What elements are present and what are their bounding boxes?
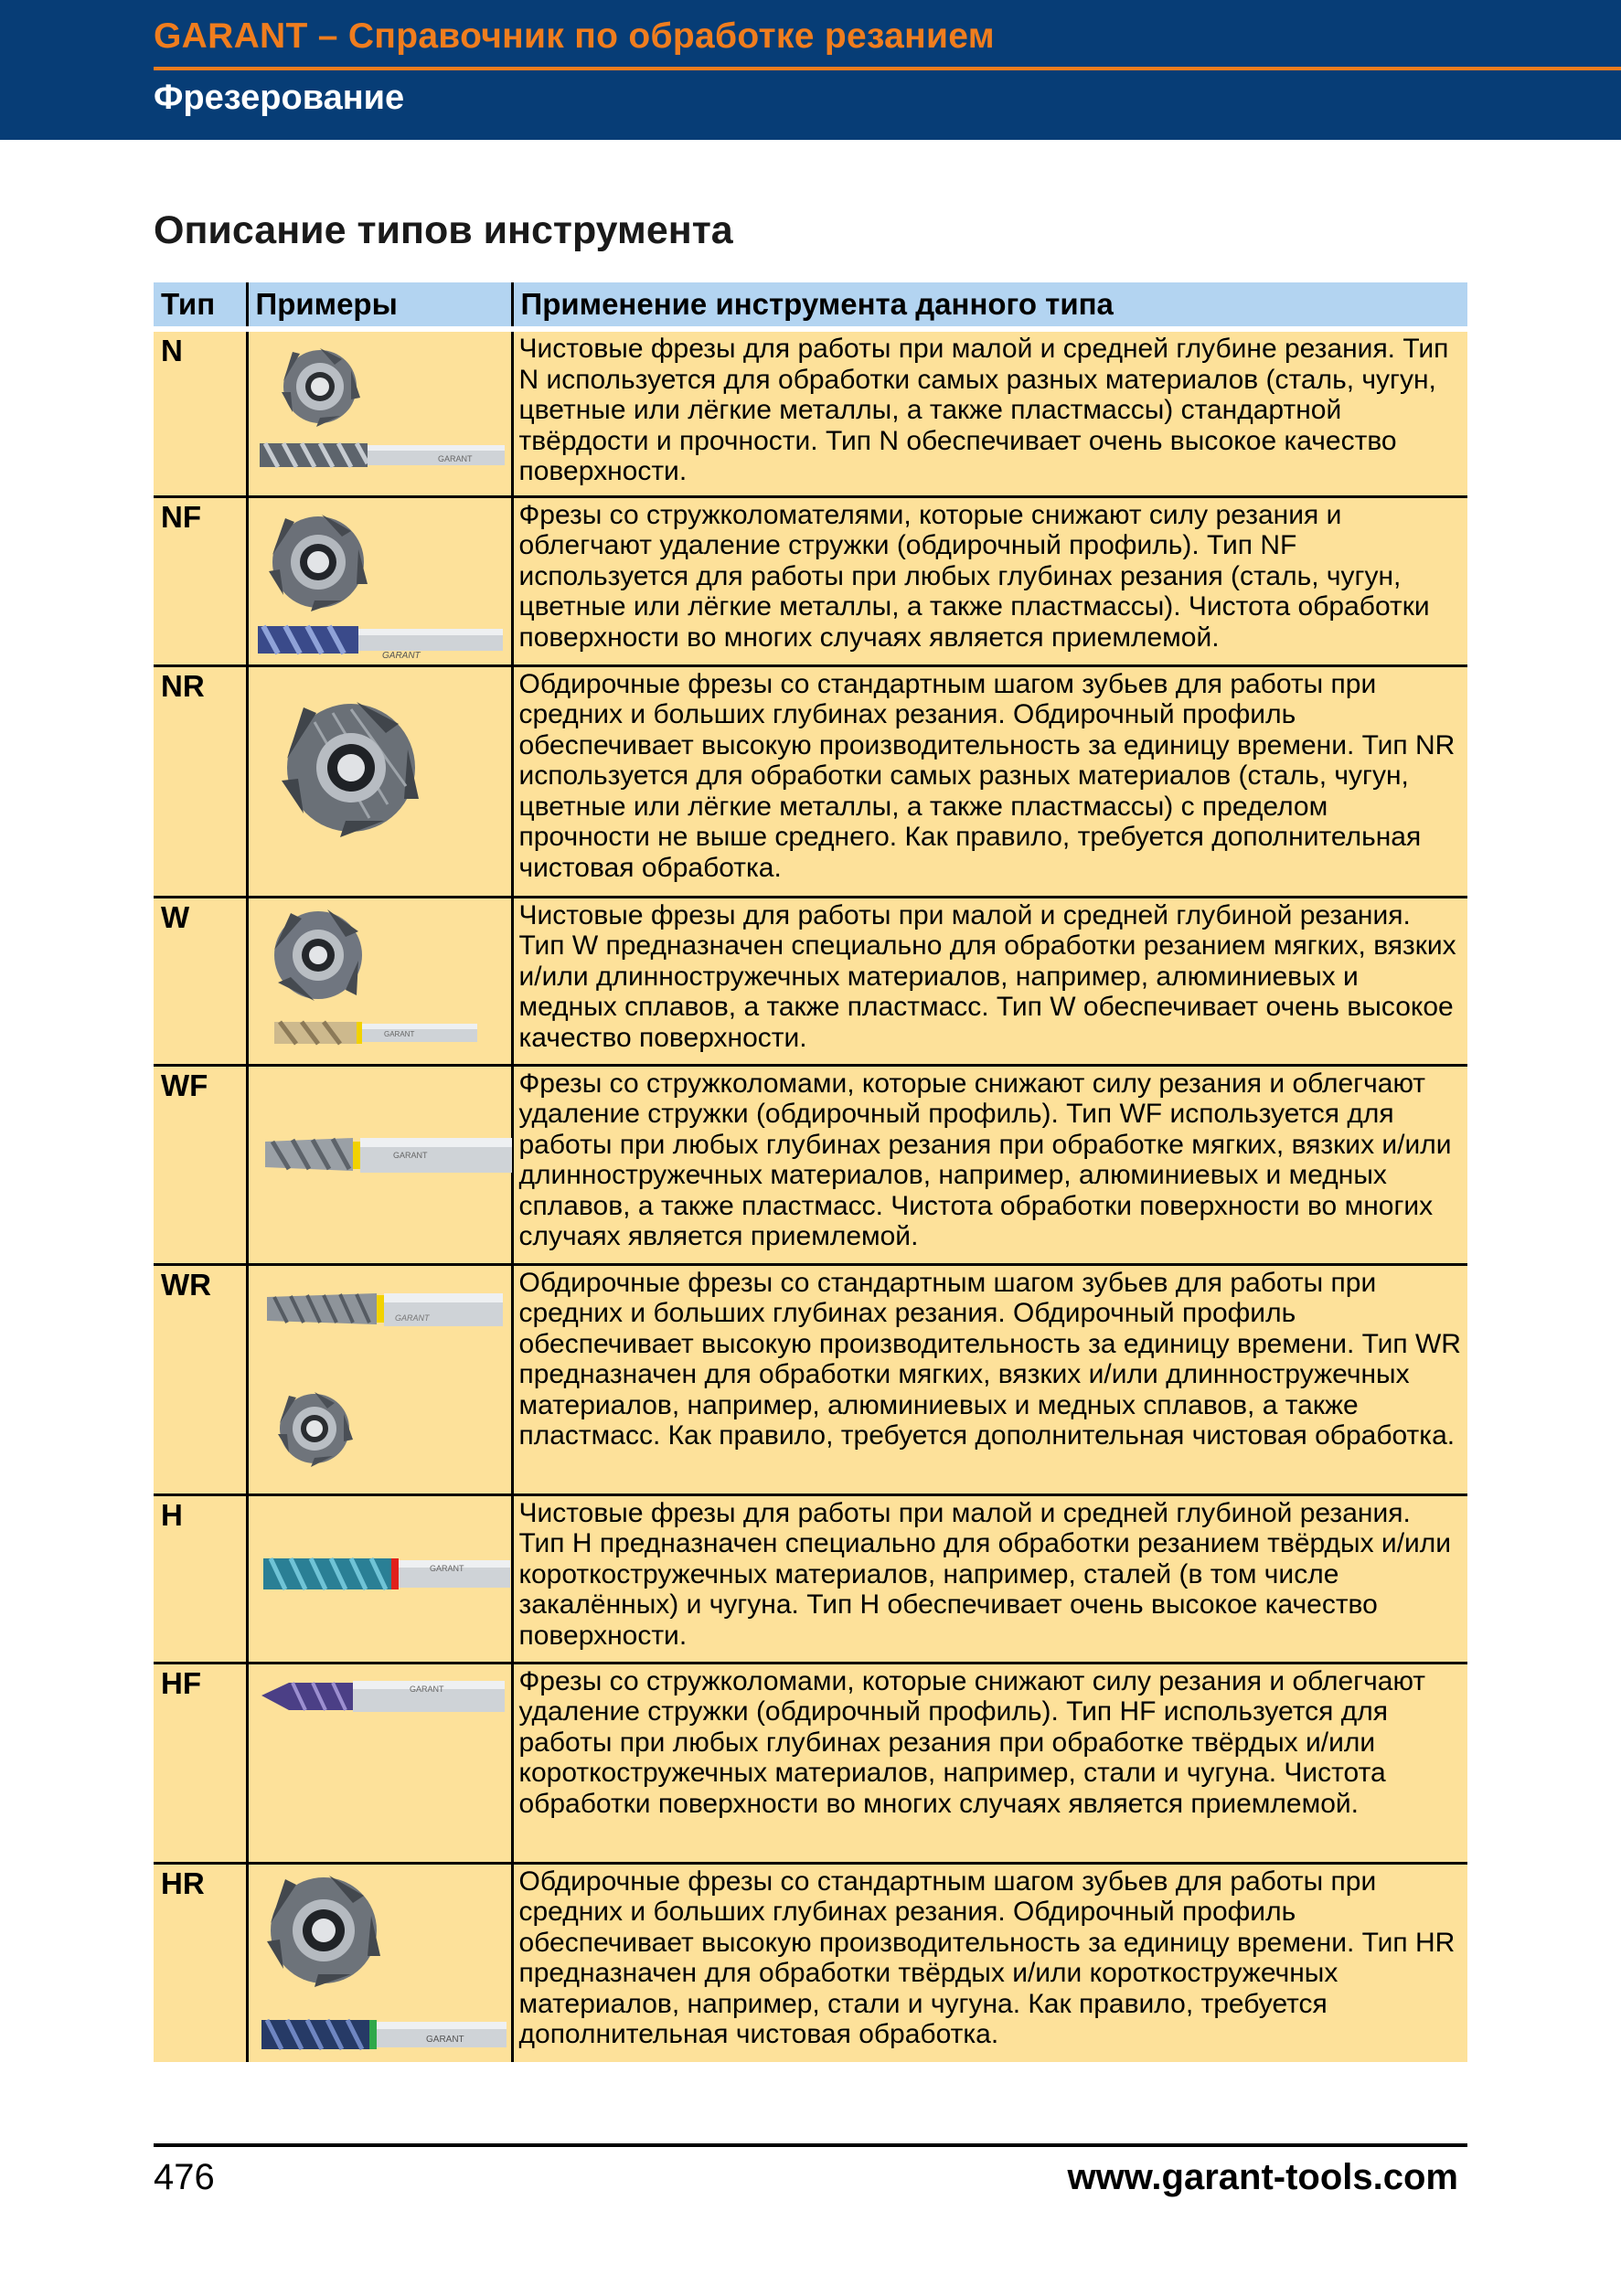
page-number: 476: [154, 2157, 215, 2197]
column-header-application: Применение инструмента данного типа: [512, 282, 1467, 329]
application-text: Фрезы со стружколомами, которые снижают силу резания и облегчают удаление стружки (обдирочный профиль). Тип HF используется для работы при любых глубинах резания при обработке твёрдых и/или короткостружечных материалов, например, стали и чугуна. Чистота обработки поверхности во многих случаях является приемлемой.: [512, 1663, 1467, 1863]
end-mill-image: [261, 1681, 505, 1712]
end-mill-image: [274, 1022, 477, 1044]
section-title: Фрезерование: [154, 79, 405, 117]
roughing-shell-cutter-image: [282, 702, 419, 837]
end-mill-image: [260, 443, 505, 467]
type-code: W: [154, 897, 247, 1065]
examples-cell: [247, 329, 512, 496]
helical-shell-cutter-image: [278, 1392, 353, 1467]
type-code: HF: [154, 1663, 247, 1863]
shank-label: GARANT: [381, 650, 421, 661]
application-text: Чистовые фрезы для работы при малой и средней глубиной резания. Тип H предназначен специально для обработки резанием твёрдых и/или короткостружечных материалов, например, сталей (в том числе закалённых) и чугуна. Тип H обеспечивает очень высокое качество поверхности.: [512, 1494, 1467, 1663]
examples-cell: [247, 665, 512, 897]
shank-label: GARANT: [425, 2034, 464, 2045]
table-row: [154, 329, 1467, 496]
table-row: [154, 1863, 1467, 2062]
table-header-row: [154, 282, 1467, 329]
examples-cell: [247, 1863, 512, 2062]
type-code: HR: [154, 1863, 247, 2062]
end-mill-image: [258, 626, 503, 661]
column-header-type: Тип: [154, 282, 247, 329]
table-row: [154, 897, 1467, 1065]
shank-label: GARANT: [394, 1313, 430, 1323]
type-code: NR: [154, 665, 247, 897]
application-text: Фрезы со стружколомателями, которые снижают силу резания и облегчают удаление стружки (обдирочный профиль). Тип NF используется для работы при любых глубинах резания (сталь, чугун, цветные или лёгкие металлы, а также пластмассы). Чистота обработки поверхности во многих случаях является приемлемой.: [512, 496, 1467, 665]
table-row: [154, 496, 1467, 665]
type-code: WR: [154, 1264, 247, 1494]
shell-cutter-image: [274, 909, 362, 1001]
tool-types-table: [154, 282, 1467, 2062]
examples-cell: [247, 1494, 512, 1663]
examples-cell: [247, 897, 512, 1065]
application-text: Обдирочные фрезы со стандартным шагом зубьев для работы при средних и больших глубинах резания. Обдирочный профиль обеспечивает высокую производительность за единицу времени. Тип WR предназначен для обработки мягких, вязких и/или длинностружечных материалов, например, алюминиевых и медных сплавов, а также пластмасс. Как правило, требуется дополнительная чистовая обработка.: [512, 1264, 1467, 1494]
shell-cutter-image: [267, 1876, 380, 1987]
examples-cell: [247, 1663, 512, 1863]
shank-label: GARANT: [392, 1150, 428, 1160]
examples-cell: [247, 1065, 512, 1264]
table-row: [154, 1264, 1467, 1494]
end-mill-image: [267, 1293, 503, 1326]
examples-cell: [247, 1264, 512, 1494]
application-text: Фрезы со стружколомами, которые снижают силу резания и облегчают удаление стружки (обдирочный профиль). Тип WF используется для работы при любых глубинах резания при обработке мягких, вязких и/или длинностружечных материалов, например, алюминиевых и медных сплавов, а также пластмасс. Чистота обработки поверхности во многих случаях является приемлемой.: [512, 1065, 1467, 1264]
table-row: [154, 1663, 1467, 1863]
application-text: Чистовые фрезы для работы при малой и средней глубине резания. Тип N используется для обработки самых разных материалов (сталь, чугун, цветные или лёгкие металлы, а также пластмассы) стандартной твёрдости и прочности. Тип N обеспечивает очень высокое качество поверхности.: [512, 329, 1467, 496]
helical-shell-cutter-image: [282, 348, 360, 427]
type-code: WF: [154, 1065, 247, 1264]
footer-divider: [154, 2143, 1467, 2147]
type-code: N: [154, 329, 247, 496]
type-code: H: [154, 1494, 247, 1663]
table-row: [154, 1065, 1467, 1264]
shank-label: GARANT: [437, 454, 473, 463]
end-mill-image: [261, 2020, 507, 2049]
application-text: Обдирочные фрезы со стандартным шагом зубьев для работы при средних и больших глубинах резания. Обдирочный профиль обеспечивает высокую производительность за единицу времени. Тип NR используется для обработки самых разных материалов (сталь, чугун, цветные или лёгкие металлы, а также пластмассы) с пределом прочности не выше среднего. Как правило, требуется дополнительная чистовая обработка.: [512, 665, 1467, 897]
brand-title: GARANT – Справочник по обработке резанием: [154, 16, 995, 56]
header-divider: [154, 67, 1621, 70]
shank-label: GARANT: [429, 1563, 464, 1573]
type-code: NF: [154, 496, 247, 665]
website-url: www.garant-tools.com: [1067, 2157, 1458, 2197]
table-row: [154, 1494, 1467, 1663]
application-text: Обдирочные фрезы со стандартным шагом зубьев для работы при средних и больших глубинах резания. Обдирочный профиль обеспечивает высокую производительность за единицу времени. Тип HR предназначен для обработки твёрдых и/или короткостружечных материалов, например, стали и чугуна. Как правило, требуется дополнительная чистовая обработка.: [512, 1863, 1467, 2062]
application-text: Чистовые фрезы для работы при малой и средней глубиной резания. Тип W предназначен специально для обработки резанием мягких, вязких и/или длинностружечных материалов, например, алюминиевых и медных сплавов, а также пластмасс. Тип W обеспечивает очень высокое качество поверхности.: [512, 897, 1467, 1065]
header-band: [0, 0, 1621, 140]
page-title: Описание типов инструмента: [154, 208, 733, 252]
shank-label: GARANT: [383, 1029, 414, 1038]
end-mill-image: [263, 1558, 510, 1589]
table-row: [154, 665, 1467, 897]
end-mill-image: [265, 1138, 512, 1173]
shell-cutter-image: [269, 515, 368, 611]
column-header-examples: Примеры: [247, 282, 512, 329]
shank-label: GARANT: [409, 1684, 444, 1694]
examples-cell: [247, 496, 512, 665]
